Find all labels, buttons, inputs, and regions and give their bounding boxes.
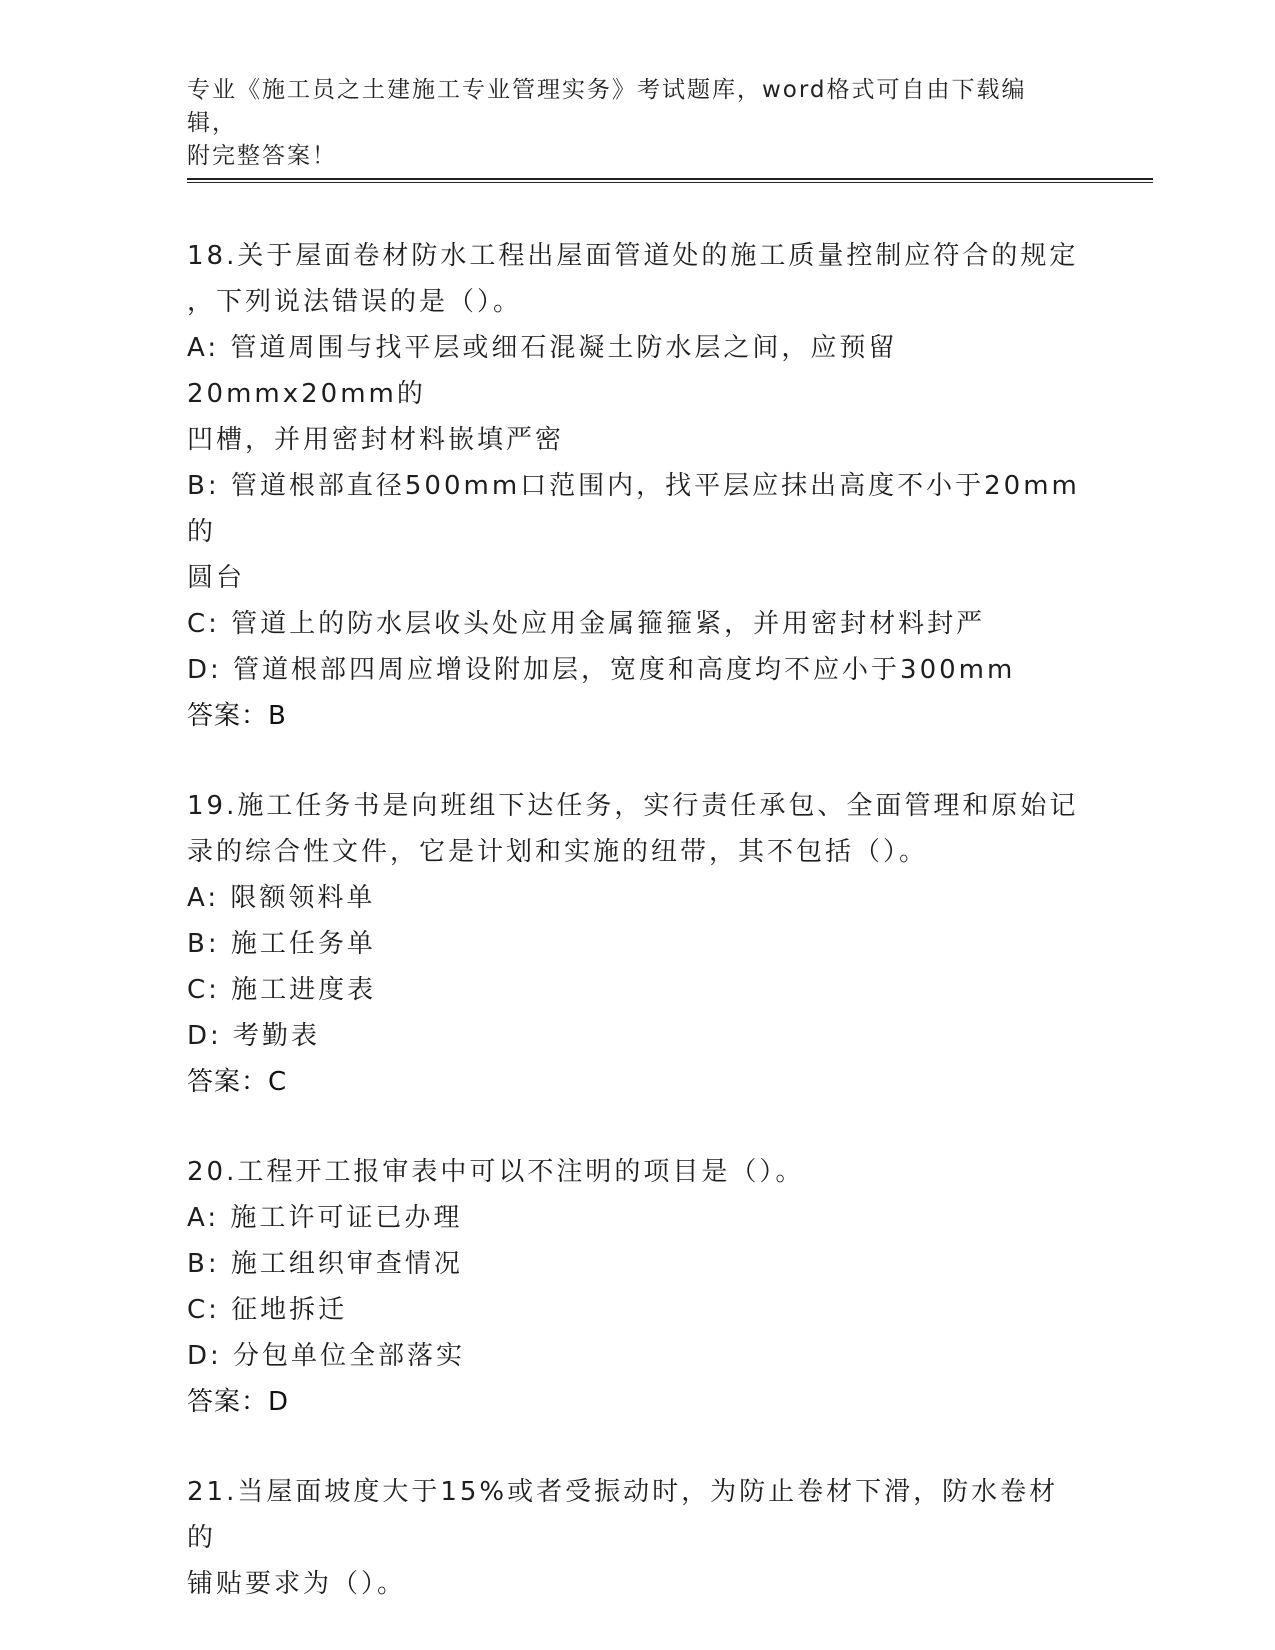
document-header [187, 74, 1067, 173]
answer: 答案：B [187, 701, 287, 731]
answer: 答案：D [187, 1387, 290, 1417]
question-stem-line: 铺贴要求为（）。 [187, 1569, 407, 1599]
option-c: C: 管道上的防水层收头处应用金属箍箍紧，并用密封材料封严 [187, 609, 986, 639]
question-stem-line: 19.施工任务书是向班组下达任务，实行责任承包、全面管理和原始记 [187, 791, 1079, 821]
answer: 答案：C [187, 1067, 288, 1097]
option-b: B: 施工任务单 [187, 929, 376, 959]
question-stem-line: 20.工程开工报审表中可以不注明的项目是（）。 [187, 1157, 805, 1187]
option-d: D: 分包单位全部落实 [187, 1341, 466, 1371]
option-a: A: 管道周围与找平层或细石混凝土防水层之间，应预留20mmx20mm的 [187, 333, 898, 409]
question-stem-line: 21.当屋面坡度大于15%或者受振动时，为防止卷材下滑，防水卷材的 [187, 1477, 1059, 1553]
header-line-2: 附完整答案！ [187, 143, 337, 169]
question-21 [187, 1469, 1087, 1607]
question-20 [187, 1149, 1087, 1425]
option-b: B: 施工组织审查情况 [187, 1249, 463, 1279]
header-divider [187, 178, 1153, 183]
question-19 [187, 783, 1087, 1105]
option-c: C: 征地拆迁 [187, 1295, 348, 1325]
question-stem-line: 录的综合性文件，它是计划和实施的纽带，其不包括（）。 [187, 837, 929, 867]
option-d: D: 考勤表 [187, 1021, 321, 1051]
question-stem-line: 18.关于屋面卷材防水工程出屋面管道处的施工质量控制应符合的规定 [187, 241, 1079, 271]
option-a: A: 施工许可证已办理 [187, 1203, 463, 1233]
option-b-continued: 圆台 [187, 563, 246, 593]
question-stem-line: ，下列说法错误的是（）。 [187, 287, 523, 317]
header-line-1: 专业《施工员之土建施工专业管理实务》考试题库，word格式可自由下载编辑， [187, 77, 1027, 136]
option-b: B: 管道根部直径500mm口范围内，找平层应抹出高度不小于20mm的 [187, 471, 1080, 547]
option-c: C: 施工进度表 [187, 975, 377, 1005]
option-a-continued: 凹槽，并用密封材料嵌填严密 [187, 425, 565, 455]
option-a: A: 限额领料单 [187, 883, 376, 913]
question-18 [187, 233, 1087, 739]
option-d: D: 管道根部四周应增设附加层，宽度和高度均不应小于300mm [187, 655, 1016, 685]
question-list [187, 233, 1087, 1607]
